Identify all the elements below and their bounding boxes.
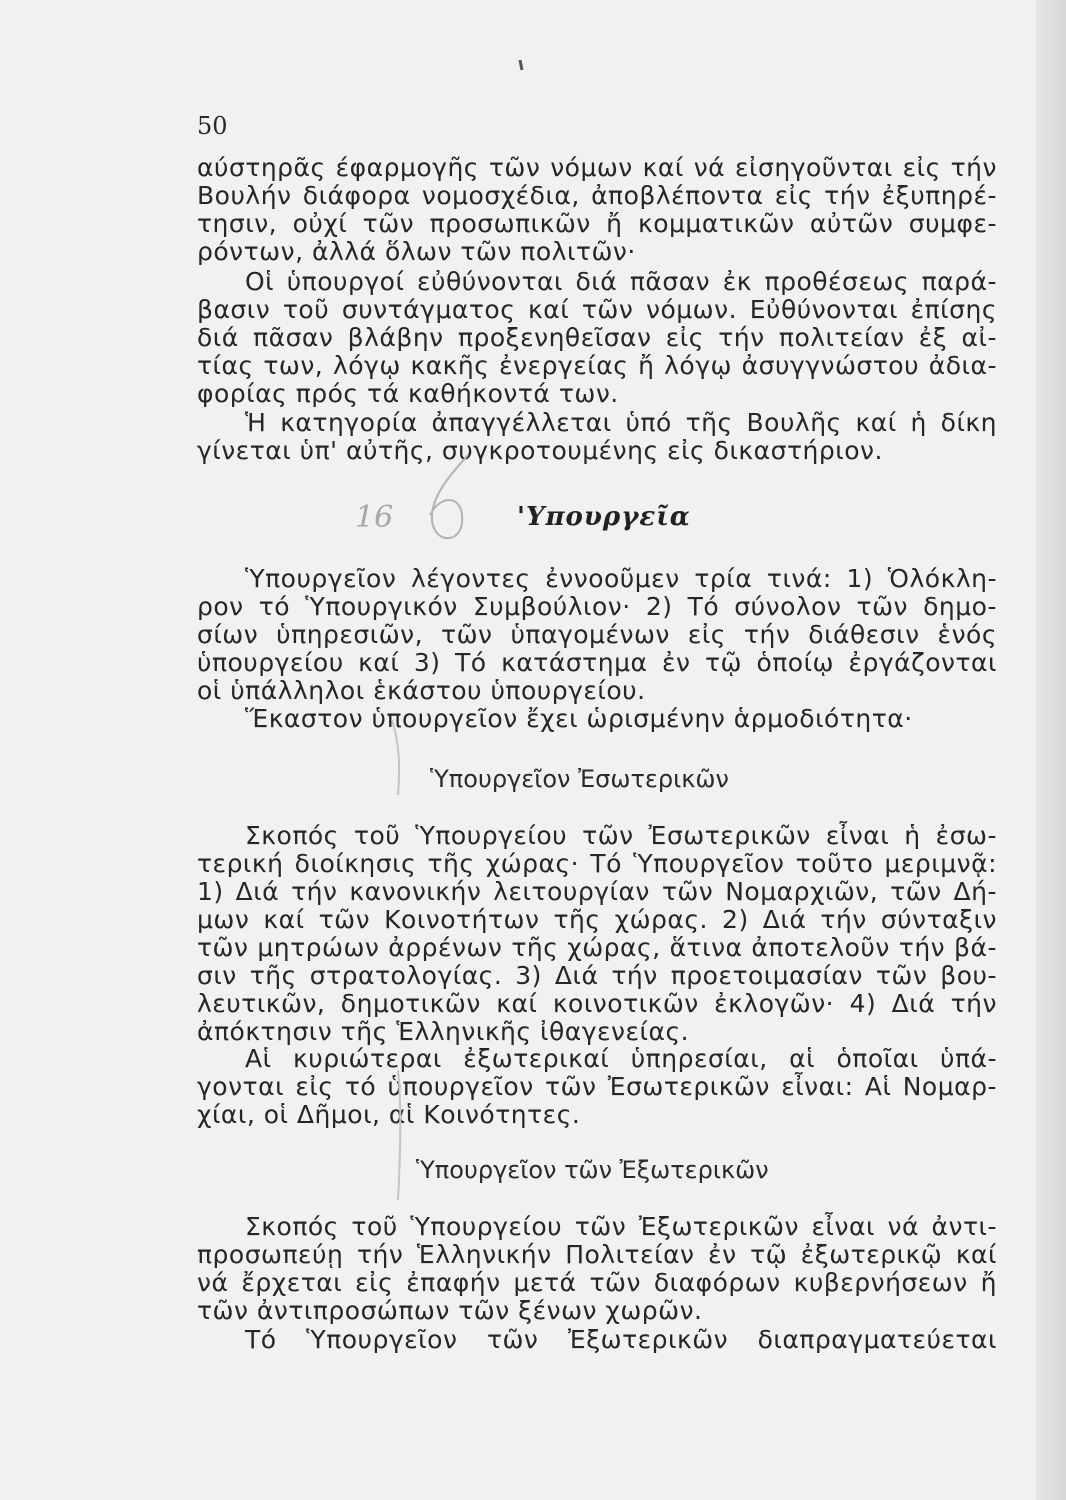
text-line: νά ἔρχεται εἰς ἐπαφήν μετά τῶν διαφόρων κυβερνήσεων ἤ (197, 1268, 997, 1297)
text-line: τερική διοίκησις τῆς χώρας· Τό Ὑπουργεῖον τοῦτο μεριμνᾷ: (197, 849, 997, 878)
text-line: φορίας πρός τά καθήκοντά των. (197, 379, 619, 408)
paragraph-responsibility (197, 268, 997, 408)
section-title: 'Υπουργεῖα (517, 502, 691, 532)
text-line: Οἱ ὑπουργοί εὐθύνονται διά πᾶσαν ἐκ προθέσεως παρά- (245, 267, 997, 296)
paragraph-ministries-definition (197, 565, 997, 705)
text-line: σιν τῆς στρατολογίας. 3) Διά τήν προετοιμασίαν τῶν βου- (197, 961, 997, 990)
text-line: Βουλήν διάφορα νομοσχέδια, ἀποβλέποντα εἰς τήν ἐξυπηρέ- (197, 181, 997, 210)
text-line: τῶν μητρώων ἀρρένων τῆς χώρας, ἅτινα ἀποτελοῦν τήν βά- (197, 933, 997, 962)
page-number: 50 (197, 112, 228, 140)
text-line: ρόντων, ἀλλά ὅλων τῶν πολιτῶν· (197, 237, 636, 266)
paragraph-interior-services (197, 1045, 997, 1129)
text-line: τῶν ἀντιπροσώπων τῶν ξένων χωρῶν. (197, 1296, 703, 1325)
text-line: Ὑπουργεῖον λέγοντες ἐννοοῦμεν τρία τινά: 1) Ὁλόκλη- (245, 564, 997, 593)
pencil-loop-stroke (430, 455, 468, 538)
text-line: γίνεται ὑπ' αὐτῆς, συγκροτουμένης εἰς δικαστήριον. (197, 436, 883, 465)
page-edge-shadow (1036, 0, 1066, 1500)
text-line: σίων ὑπηρεσιῶν, τῶν ὑπαγομένων εἰς τήν διάθεσιν ἑνός (197, 620, 997, 649)
paragraph-interior-purpose (197, 822, 997, 1046)
text-line: 1) Διά τήν κανονικήν λειτουργίαν τῶν Νομαρχιῶν, τῶν Δή- (197, 877, 997, 906)
text-line: βασιν τοῦ συντάγματος καί τῶν νόμων. Εὐθύνονται ἐπίσης (197, 295, 997, 324)
text-line: λευτικῶν, δημοτικῶν καί κοινοτικῶν ἐκλογῶν· 4) Διά τήν (197, 989, 997, 1018)
text-line: ὑπουργείου καί 3) Τό κατάστημα ἐν τῷ ὁποίῳ ἐργάζονται (197, 648, 997, 677)
heading-ministry-interior: Ὑπουργεῖον Ἐσωτερικῶν (430, 765, 729, 793)
text-line: διά πᾶσαν βλάβην προξενηθεῖσαν εἰς τήν πολιτείαν ἐξ αἰ- (197, 323, 997, 352)
text-line: προσωπεύῃ τήν Ἑλληνικήν Πολιτείαν ἐν τῷ ἐξωτερικῷ καί (197, 1240, 997, 1269)
text-line: Αἱ κυριώτεραι ἐξωτερικαί ὑπηρεσίαι, αἱ ὁποῖαι ὑπά- (245, 1044, 997, 1073)
text-line: οἱ ὑπάλληλοι ἑκάστου ὑπουργείου. (197, 676, 646, 705)
text-line: γονται εἰς τό ὑπουργεῖον τῶν Ἐσωτερικῶν εἶναι: Αἱ Νομαρ- (197, 1072, 997, 1101)
paragraph-competence (197, 705, 997, 733)
text-line: χίαι, οἱ Δῆμοι, αἱ Κοινότητες. (197, 1100, 581, 1129)
heading-ministry-foreign: Ὑπουργεῖον τῶν Ἐξωτερικῶν (416, 1156, 769, 1184)
text-line: τησιν, οὐχί τῶν προσωπικῶν ἤ κομματικῶν αὐτῶν συμφε- (197, 209, 997, 238)
paragraph-intro (197, 154, 997, 266)
text-line: ρον τό Ὑπουργικόν Συμβούλιον· 2) Τό σύνολον τῶν δημο- (197, 592, 997, 621)
text-line: ἀπόκτησιν τῆς Ἑλληνικῆς ἰθαγενείας. (197, 1017, 690, 1046)
text-line: Ἕκαστον ὑπουργεῖον ἔχει ὡρισμένην ἁρμοδιότητα· (245, 704, 913, 733)
text-line: Σκοπός τοῦ Ὑπουργείου τῶν Ἐσωτερικῶν εἶναι ἡ ἐσω- (245, 821, 997, 850)
text-line: μων καί τῶν Κοινοτήτων τῆς χώρας. 2) Διά τήν σύνταξιν (197, 905, 997, 934)
paragraph-foreign-negotiates (197, 1326, 997, 1354)
text-line: Ἡ κατηγορία ἀπαγγέλλεται ὑπό τῆς Βουλῆς καί ἡ δίκη (245, 408, 997, 437)
text-line: Σκοπός τοῦ Ὑπουργείου τῶν Ἐξωτερικῶν εἶναι νά ἀντι- (245, 1212, 997, 1241)
paragraph-foreign-purpose (197, 1213, 997, 1325)
text-line: τίας των, λόγῳ κακῆς ἐνεργείας ἤ λόγῳ ἀσυγγνώστου ἀδια- (197, 351, 997, 380)
paragraph-accusation (197, 409, 997, 465)
text-line: Τό Ὑπουργεῖον τῶν Ἐξωτερικῶν διαπραγματεύεται (245, 1325, 997, 1354)
text-line: αύστηρᾶς έφαρμογῆς τῶν νόμων καί νά εἰσηγοῦνται εἰς τήν (197, 153, 997, 182)
pencil-page-annotation: 16 (355, 500, 394, 535)
ink-speck (520, 60, 522, 70)
